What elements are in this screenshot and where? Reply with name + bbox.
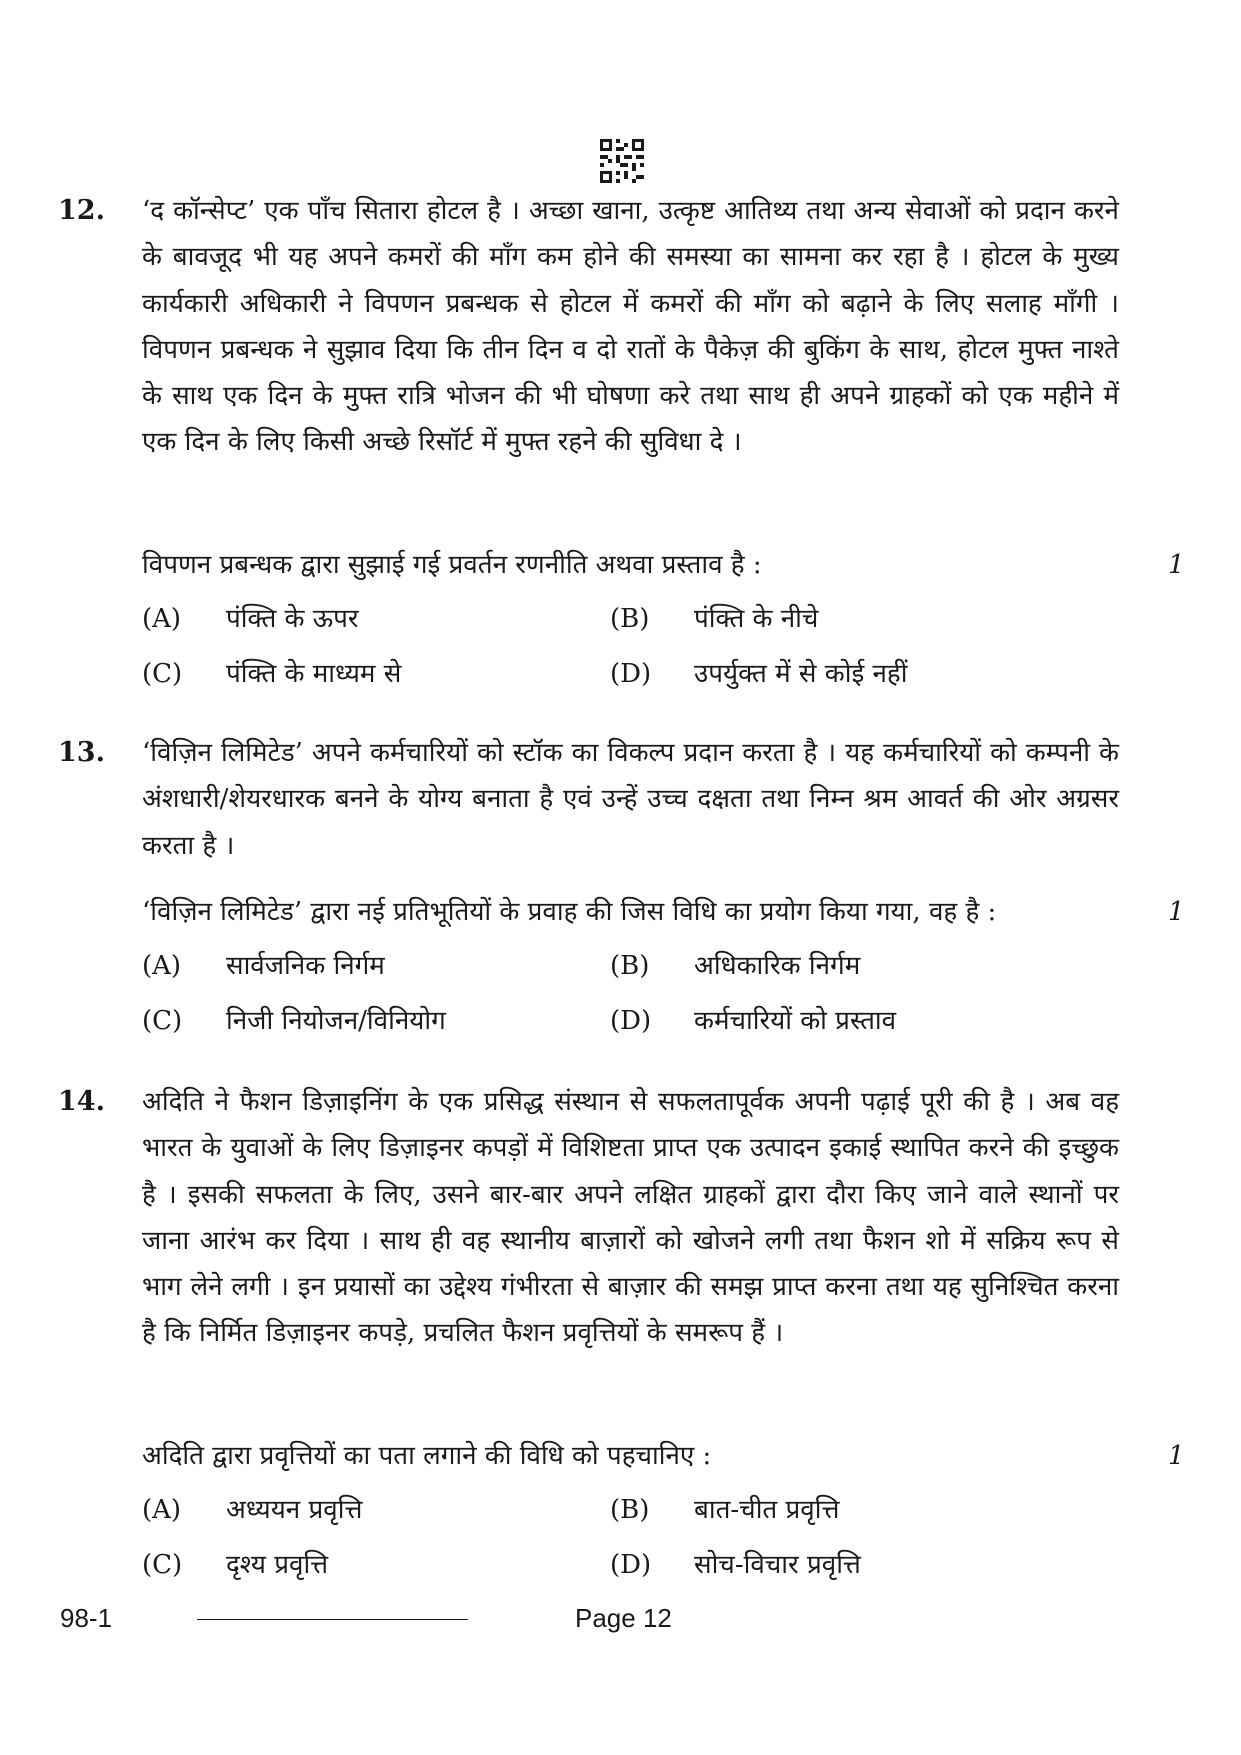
- question-number: 13.: [58, 737, 105, 768]
- option-label: (B): [610, 951, 650, 981]
- question-number: 12.: [58, 195, 105, 226]
- question-prompt: विपणन प्रबन्धक द्वारा सुझाई गई प्रवर्तन रणनीति अथवा प्रस्ताव है :: [142, 550, 762, 580]
- option-c: [142, 651, 401, 697]
- option-label: (C): [142, 1550, 183, 1580]
- question-prompt: अदिति द्वारा प्रवृत्तियों का पता लगाने की विधि को पहचानिए :: [142, 1441, 712, 1471]
- option-text: सार्वजनिक निर्गम: [226, 951, 385, 981]
- page-footer: [0, 1598, 1241, 1638]
- paper-code: 98-1: [60, 1603, 113, 1633]
- qr-code: [600, 139, 644, 183]
- option-label: (D): [610, 1550, 652, 1580]
- option-text: अधिकारिक निर्गम: [694, 951, 861, 981]
- option-a: [142, 596, 359, 642]
- option-text: दृश्य प्रवृत्ति: [226, 1550, 329, 1580]
- option-text: पंक्ति के ऊपर: [226, 604, 359, 634]
- option-text: निजी नियोजन/विनियोग: [226, 1006, 446, 1036]
- option-b: [610, 596, 818, 642]
- question-marks: 1: [1168, 1441, 1185, 1471]
- option-label: (A): [142, 951, 182, 981]
- question-stem: ‘द कॉन्सेप्ट’ एक पाँच सितारा होटल है । अच्छा खाना, उत्कृष्ट आतिथ्य तथा अन्य सेवाओं को प्रदान करने के बावजूद भी यह अपने कमरों की माँग कम होने की समस्या का सामना कर रहा है । होटल के मुख्य कार्यकारी अधिकारी ने विपणन प्रबन्धक से होटल में कमरों की माँग को बढ़ाने के लिए सलाह माँगी । विपणन प्रबन्धक ने सुझाव दिया कि तीन दिन व दो रातों के पैकेज़ की बुकिंग के साथ, होटल मुफ्त नाश्ते के साथ एक दिन के मुफ्त रात्रि भोजन की भी घोषणा करे तथा साथ ही अपने ग्राहकों को एक महीने में एक दिन के लिए किसी अच्छे रिसॉर्ट में मुफ्त रहने की सुविधा दे ।: [142, 196, 1119, 458]
- option-label: (A): [142, 604, 182, 634]
- question-number: 14.: [58, 1086, 105, 1117]
- option-a: [142, 943, 385, 989]
- option-text: पंक्ति के नीचे: [694, 604, 819, 634]
- option-text: बात-चीत प्रवृत्ति: [694, 1495, 840, 1525]
- option-d: [610, 651, 907, 697]
- option-c: [142, 1542, 328, 1588]
- option-text: कर्मचारियों को प्रस्ताव: [694, 1006, 897, 1036]
- option-text: उपर्युक्त में से कोई नहीं: [694, 659, 908, 689]
- question-marks: 1: [1168, 550, 1185, 580]
- option-d: [610, 1542, 861, 1588]
- option-a: [142, 1487, 362, 1533]
- option-b: [610, 1487, 839, 1533]
- option-label: (C): [142, 1006, 183, 1036]
- option-label: (B): [610, 1495, 650, 1525]
- option-label: (D): [610, 659, 652, 689]
- option-label: (D): [610, 1006, 652, 1036]
- question-stem: अदिति ने फैशन डिज़ाइनिंग के एक प्रसिद्ध संस्थान से सफलतापूर्वक अपनी पढ़ाई पूरी की है । अब वह भारत के युवाओं के लिए डिज़ाइनर कपड़ों में विशिष्टता प्राप्त एक उत्पादन इकाई स्थापित करने की इच्छुक है । इसकी सफलता के लिए, उसने बार-बार अपने लक्षित ग्राहकों द्वारा दौरा किए जाने वाले स्थानों पर जाना आरंभ कर दिया । साथ ही वह स्थानीय बाज़ारों को खोजने लगी तथा फैशन शो में सक्रिय रूप से भाग लेने लगी । इन प्रयासों का उद्देश्य गंभीरता से बाज़ार की समझ प्राप्त करना तथा यह सुनिश्चित करना है कि निर्मित डिज़ाइनर कपड़े, प्रचलित फैशन प्रवृत्तियों के समरूप हैं ।: [142, 1087, 1119, 1349]
- option-label: (A): [142, 1495, 182, 1525]
- question-prompt: ‘विज़िन लिमिटेड’ द्वारा नई प्रतिभूतियों के प्रवाह की जिस विधि का प्रयोग किया गया, वह है :: [142, 897, 997, 927]
- option-label: (C): [142, 659, 183, 689]
- option-b: [610, 943, 860, 989]
- option-label: (B): [610, 604, 650, 634]
- question-stem: ‘विज़िन लिमिटेड’ अपने कर्मचारियों को स्टॉक का विकल्प प्रदान करता है । यह कर्मचारियों को कम्पनी के अंशधारी/शेयरधारक बनने के योग्य बनाता है एवं उन्हें उच्च दक्षता तथा निम्न श्रम आवर्त की ओर अग्रसर करता है ।: [142, 738, 1119, 861]
- option-text: पंक्ति के माध्यम से: [226, 659, 402, 689]
- footer-divider: [197, 1619, 468, 1620]
- option-text: अध्ययन प्रवृत्ति: [226, 1495, 363, 1525]
- page-number: Page 12: [575, 1603, 672, 1633]
- question-marks: 1: [1168, 897, 1185, 927]
- option-d: [610, 998, 896, 1044]
- option-text: सोच-विचार प्रवृत्ति: [694, 1550, 861, 1580]
- option-c: [142, 998, 446, 1044]
